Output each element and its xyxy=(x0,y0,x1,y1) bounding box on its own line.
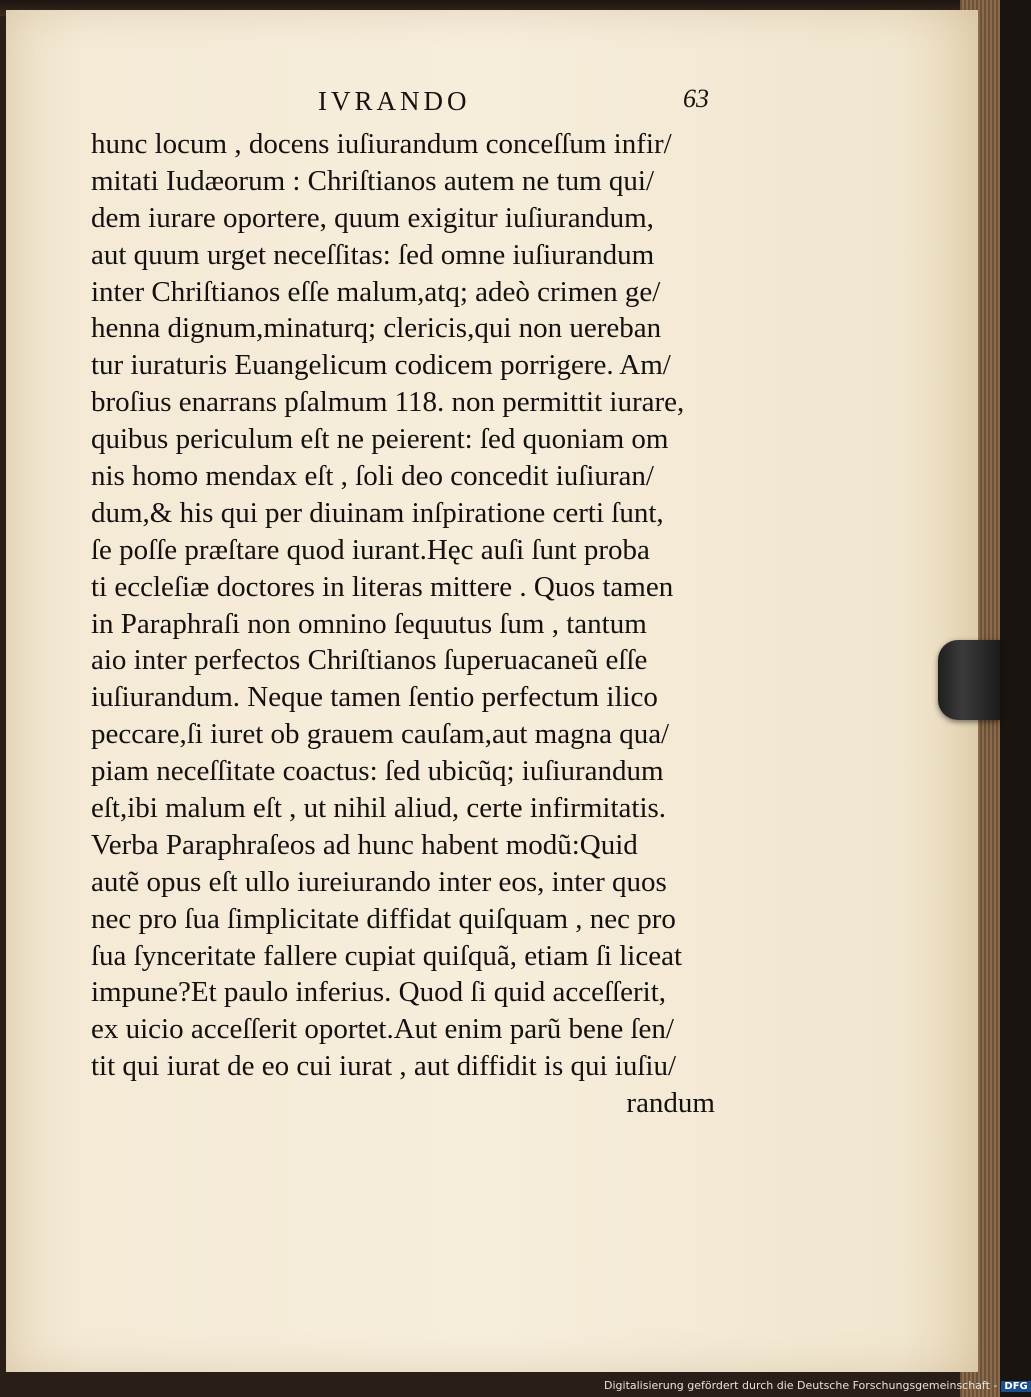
text-line: inter Chriſtianos eſſe malum,atq; adeò crimen ge/ xyxy=(91,275,661,308)
running-head-title: IVRANDO xyxy=(318,86,471,116)
body-text xyxy=(91,126,731,1122)
text-line: in Paraphraſi non omnino ſequutus ſum , tantum xyxy=(91,607,647,640)
page-clip xyxy=(938,640,1000,720)
text-line: quibus periculum eſt ne peierent: ſed quoniam om xyxy=(91,423,669,456)
credit-text: Digitalisierung gefördert durch die Deutsche Forschungsgemeinschaft - xyxy=(604,1379,998,1392)
text-line: tur iuraturis Euangelicum codicem porrigere. Am/ xyxy=(91,349,671,382)
text-line: broſius enarrans pſalmum 118. non permittit iurare, xyxy=(91,386,685,419)
text-line: hunc locum , docens iuſiurandum conceſſum infir/ xyxy=(91,128,672,160)
text-line: mitati Iudæorum : Chriſtianos autem ne tum qui/ xyxy=(91,164,655,197)
text-line: eſt,ibi malum eſt , ut nihil aliud, certe infirmitatis. xyxy=(91,792,667,825)
text-line: dem iurare oportere, quum exigitur iuſiurandum, xyxy=(91,201,654,234)
text-line: ti eccleſiæ doctores in literas mittere . Quos tamen xyxy=(91,570,674,603)
text-line: ex uicio acceſſerit oportet.Aut enim parũ bene ſen/ xyxy=(91,1013,674,1046)
text-line: impune?Et paulo inferius. Quod ſi quid acceſſerit, xyxy=(91,976,667,1009)
dfg-logo: DFG xyxy=(1001,1381,1030,1392)
catchword: randum xyxy=(626,1087,715,1120)
text-line: nis homo mendax eſt , ſoli deo concedit iuſiuran/ xyxy=(91,460,654,493)
text-line: nec pro ſua ſimplicitate diffidat quiſquam , nec pro xyxy=(91,902,676,935)
text-line: aio inter perfectos Chriſtianos ſuperuacaneũ eſſe xyxy=(91,644,648,677)
text-line: piam neceſſitate coactus: ſed ubicũq; iuſiurandum xyxy=(91,755,664,788)
text-line: ſua ſynceritate fallere cupiat quiſquã, etiam ſi liceat xyxy=(91,939,683,972)
text-line: Verba Paraphraſeos ad hunc habent modũ:Quid xyxy=(91,828,638,861)
digitization-credit xyxy=(604,1379,1031,1392)
text-line: aut quum urget neceſſitas: ſed omne iuſiurandum xyxy=(91,238,655,271)
text-line: autẽ opus eſt ullo iureiurando inter eos, inter quos xyxy=(91,865,667,898)
running-head xyxy=(0,84,1000,124)
text-line: henna dignum,minaturq; clericis,qui non uereban xyxy=(91,312,662,345)
text-line: tit qui iurat de eo cui iurat , aut diffidit is qui iuſiu/ xyxy=(91,1050,677,1083)
text-line: iuſiurandum. Neque tamen ſentio perfectum ilico xyxy=(91,681,658,714)
text-line: peccare,ſi iuret ob grauem cauſam,aut magna qua/ xyxy=(91,718,670,751)
page-number: 63 xyxy=(683,84,709,113)
text-line: dum,& his qui per diuinam inſpiratione certi ſunt, xyxy=(91,496,664,529)
text-line: ſe poſſe præſtare quod iurant.Hęc auſi ſunt proba xyxy=(91,533,650,566)
